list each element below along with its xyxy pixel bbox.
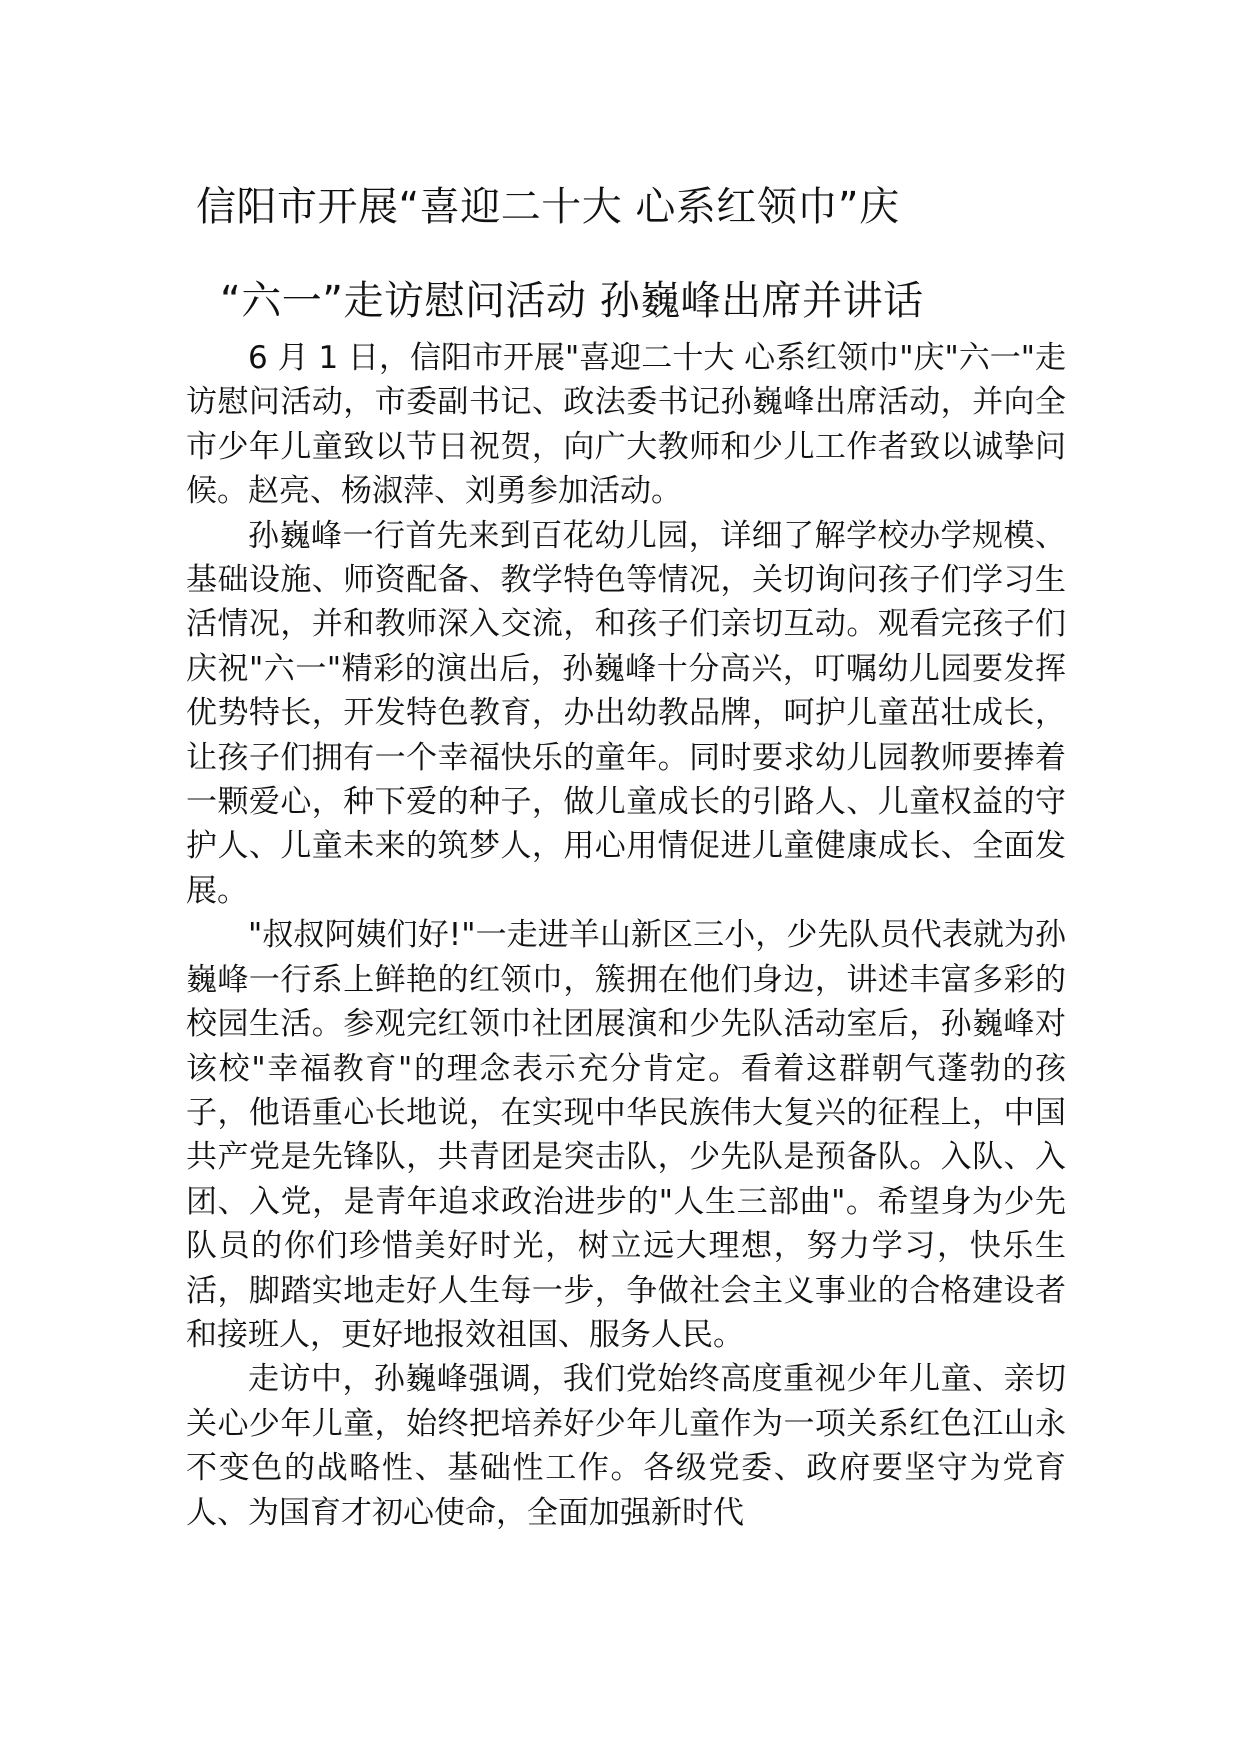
title-line-2: “六一”走访慰问活动 孙巍峰出席并讲话	[220, 278, 924, 324]
paragraph-2: 孙巍峰一行首先来到百花幼儿园，详细了解学校办学规模、基础设施、师资配备、教学特色等情况，关切询问孩子们学习生活情况，并和教师深入交流，和孩子们亲切互动。观看完孩子们庆祝"六一"精彩的演出后，孙巍峰十分高兴，叮嘱幼儿园要发挥优势特长，开发特色教育，办出幼教品牌，呵护儿童茁壮成长，让孩子们拥有一个幸福快乐的童年。同时要求幼儿园教师要捧着一颗爱心，种下爱的种子，做儿童成长的引路人、儿童权益的守护人、儿童未来的筑梦人，用心用情促进儿童健康成长、全面发展。	[186, 517, 1066, 909]
paragraph-4: 走访中，孙巍峰强调，我们党始终高度重视少年儿童、亲切关心少年儿童，始终把培养好少年儿童作为一项关系红色江山永不变色的战略性、基础性工作。各级党委、政府要坚守为党育人、为国育才初心使命，全面加强新时代	[186, 1361, 1066, 1531]
document-title	[186, 160, 1066, 348]
paragraph-3: "叔叔阿姨们好!"一走进羊山新区三小，少先队员代表就为孙巍峰一行系上鲜艳的红领巾，簇拥在他们身边，讲述丰富多彩的校园生活。参观完红领巾社团展演和少先队活动室后，孙巍峰对该校"幸福教育"的理念表示充分肯定。看着这群朝气蓬勃的孩子，他语重心长地说，在实现中华民族伟大复兴的征程上，中国共产党是先锋队，共青团是突击队，少先队是预备队。入队、入团、入党，是青年追求政治进步的"人生三部曲"。希望身为少先队员的你们珍惜美好时光，树立远大理想，努力学习，快乐生活，脚踏实地走好人生每一步，争做社会主义事业的合格建设者和接班人，更好地报效祖国、服务人民。	[186, 917, 1066, 1353]
title-line-1: 信阳市开展“喜迎二十大 心系红领巾”庆	[196, 184, 900, 230]
paragraph-1: 6 月 1 日，信阳市开展"喜迎二十大 心系红领巾"庆"六一"走访慰问活动，市委副书记、政法委书记孙巍峰出席活动，并向全市少年儿童致以节日祝贺，向广大教师和少儿工作者致以诚挚问候。赵亮、杨淑萍、刘勇参加活动。	[186, 340, 1066, 510]
document-body	[186, 336, 1066, 1535]
